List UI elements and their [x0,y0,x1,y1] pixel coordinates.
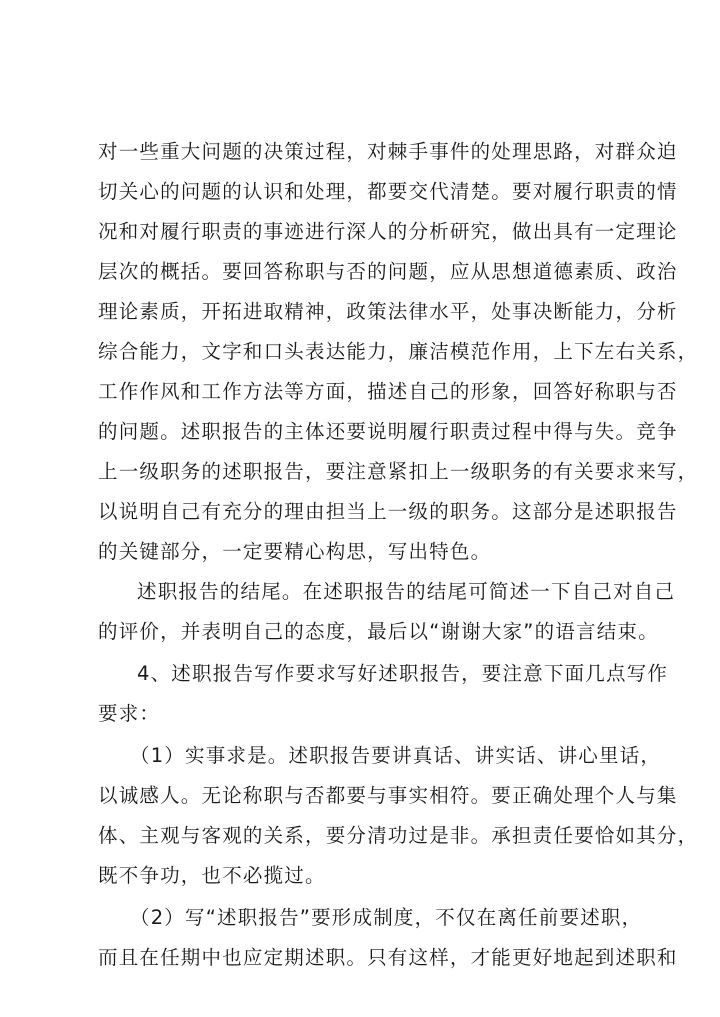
body-text-line: 既不争功，也不必揽过。 [98,864,326,887]
body-text-line: 的问题。述职报告的主体还要说明履行职责过程中得与失。竞争 [98,420,678,443]
body-text-line: 而且在任期中也应定期述职。只有这样，才能更好地起到述职和 [98,946,678,969]
body-text-line: 上一级职务的述职报告，要注意紧扣上一级职务的有关要求来写， [98,460,699,483]
body-text-line: 综合能力，文字和口头表达能力，廉洁模范作用，上下左右关系， [98,340,699,363]
body-text-line: 对一些重大问题的决策过程，对棘手事件的处理思路，对群众迫 [98,140,678,163]
paragraph-first-line: 述职报告的结尾。在述职报告的结尾可简述一下自己对自己 [137,580,676,603]
body-text-line: 要求： [98,702,161,725]
body-text-line: 况和对履行职责的事迹进行深人的分析研究，做出具有一定理论 [98,220,678,243]
paragraph-first-line: （1）实事求是。述职报告要讲真话、讲实话、讲心里话， [130,744,662,767]
body-text-line: 以说明自己有充分的理由担当上一级的职务。这部分是述职报告 [98,500,678,523]
body-text-line: 工作作风和工作方法等方面，描述自己的形象，回答好称职与否 [98,380,678,403]
body-text-line: 切关心的问题的认识和处理，都要交代清楚。要对履行职责的情 [98,180,678,203]
body-text-line: 以诚感人。无论称职与否都要与事实相符。要正确处理个人与集 [98,784,678,807]
body-text-line: 理论素质，开拓进取精神，政策法律水平，处事决断能力，分析 [98,300,678,323]
body-text-line: 体、主观与客观的关系，要分清功过是非。承担责任要恰如其分， [98,824,699,847]
paragraph-first-line: （2）写“述职报告”要形成制度，不仅在离任前要述职， [130,906,643,929]
body-text-line: 的关键部分，一定要精心构思，写出特色。 [98,540,492,563]
paragraph-first-line: 4、述职报告写作要求写好述职报告，要注意下面几点写作 [137,662,669,685]
body-text-line: 层次的概括。要回答称职与否的问题，应从思想道德素质、政治 [98,260,678,283]
body-text-line: 的评价，并表明自己的态度，最后以“谢谢大家”的语言结束。 [98,620,659,643]
